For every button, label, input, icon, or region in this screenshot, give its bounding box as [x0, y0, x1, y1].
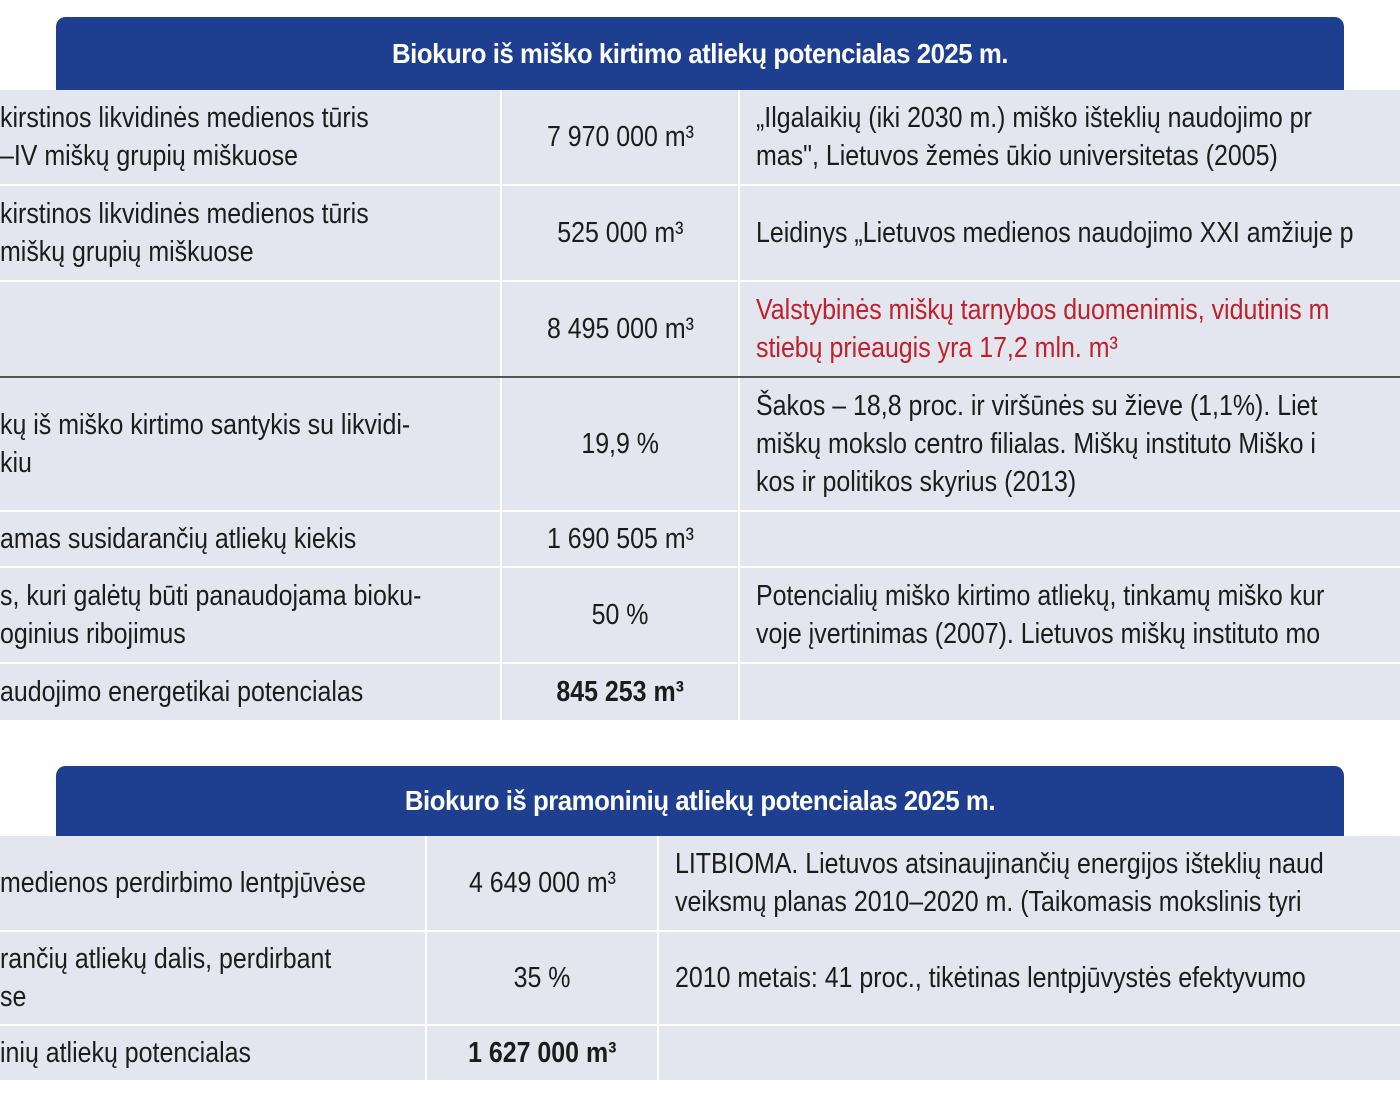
industrial-waste-table — [0, 766, 1400, 1080]
table-title: Biokuro iš pramoninių atliekų potencialas 2025 m. — [404, 785, 996, 816]
row-value: 7 970 000 m³ — [502, 90, 740, 184]
table-row — [0, 512, 1400, 568]
table-header — [56, 766, 1344, 836]
table-row — [0, 282, 1400, 378]
row-value: 19,9 % — [502, 378, 740, 510]
table-row — [0, 664, 1400, 720]
row-label: kirstinos likvidinės medienos tūris –IV miškų grupių miškuose — [0, 90, 502, 184]
row-source — [740, 664, 1400, 720]
row-value: 1 690 505 m³ — [502, 512, 740, 566]
row-source — [740, 512, 1400, 566]
row-source: Leidinys „Lietuvos medienos naudojimo XXI amžiuje p — [756, 217, 1354, 249]
table-row — [0, 932, 1400, 1026]
row-label: medienos perdirbimo lentpjūvėse — [0, 836, 427, 930]
row-value: 4 649 000 m³ — [427, 836, 659, 930]
table-title: Biokuro iš miško kirtimo atliekų potencialas 2025 m. — [391, 37, 1009, 69]
row-source — [659, 1026, 1400, 1080]
table-row — [0, 90, 1400, 186]
row-source: Potencialių miško kirtimo atliekų, tinkamų miško kur voje įvertinimas (2007). Lietuvos miškų instituto mo — [756, 580, 1325, 650]
row-label — [0, 282, 502, 376]
row-value: 525 000 m³ — [502, 186, 740, 280]
row-source: Šakos – 18,8 proc. ir viršūnės su žieve (1,1%). Liet miškų mokslo centro filialas. Miškų instituto Miško i kos ir politikos skyrius (2013) — [756, 390, 1318, 498]
row-label: kų iš miško kirtimo santykis su likvidi- kiu — [0, 378, 502, 510]
row-source: „Ilgalaikių (iki 2030 m.) miško išteklių naudojimo pr mas", Lietuvos žemės ūkio universitetas (2005) — [756, 102, 1312, 172]
row-source: LITBIOMA. Lietuvos atsinaujinančių energijos išteklių naud veiksmų planas 2010–2020 m. (Taikomasis mokslinis tyri — [675, 848, 1324, 918]
row-label: audojimo energetikai potencialas — [0, 664, 502, 720]
row-value: 1 627 000 m³ — [427, 1026, 659, 1080]
row-value: 50 % — [502, 568, 740, 662]
table-row — [0, 186, 1400, 282]
table-row — [0, 378, 1400, 512]
forest-residue-table — [0, 17, 1400, 720]
row-value: 845 253 m³ — [502, 664, 740, 720]
row-source: 2010 metais: 41 proc., tikėtinas lentpjūvystės efektyvumo — [675, 962, 1306, 994]
row-label: rančių atliekų dalis, perdirbant se — [0, 932, 427, 1024]
row-label: amas susidarančių atliekų kiekis — [0, 512, 502, 566]
table-header — [56, 17, 1344, 90]
row-value: 35 % — [427, 932, 659, 1024]
row-source: Valstybinės miškų tarnybos duomenimis, vidutinis m stiebų prieaugis yra 17,2 mln. m³ — [756, 294, 1330, 364]
table-row — [0, 836, 1400, 932]
table-row — [0, 568, 1400, 664]
row-value: 8 495 000 m³ — [502, 282, 740, 376]
row-label: inių atliekų potencialas — [0, 1026, 427, 1080]
table-row — [0, 1026, 1400, 1080]
row-label: kirstinos likvidinės medienos tūris miškų grupių miškuose — [0, 186, 502, 280]
row-label: s, kuri galėtų būti panaudojama bioku- oginius ribojimus — [0, 568, 502, 662]
